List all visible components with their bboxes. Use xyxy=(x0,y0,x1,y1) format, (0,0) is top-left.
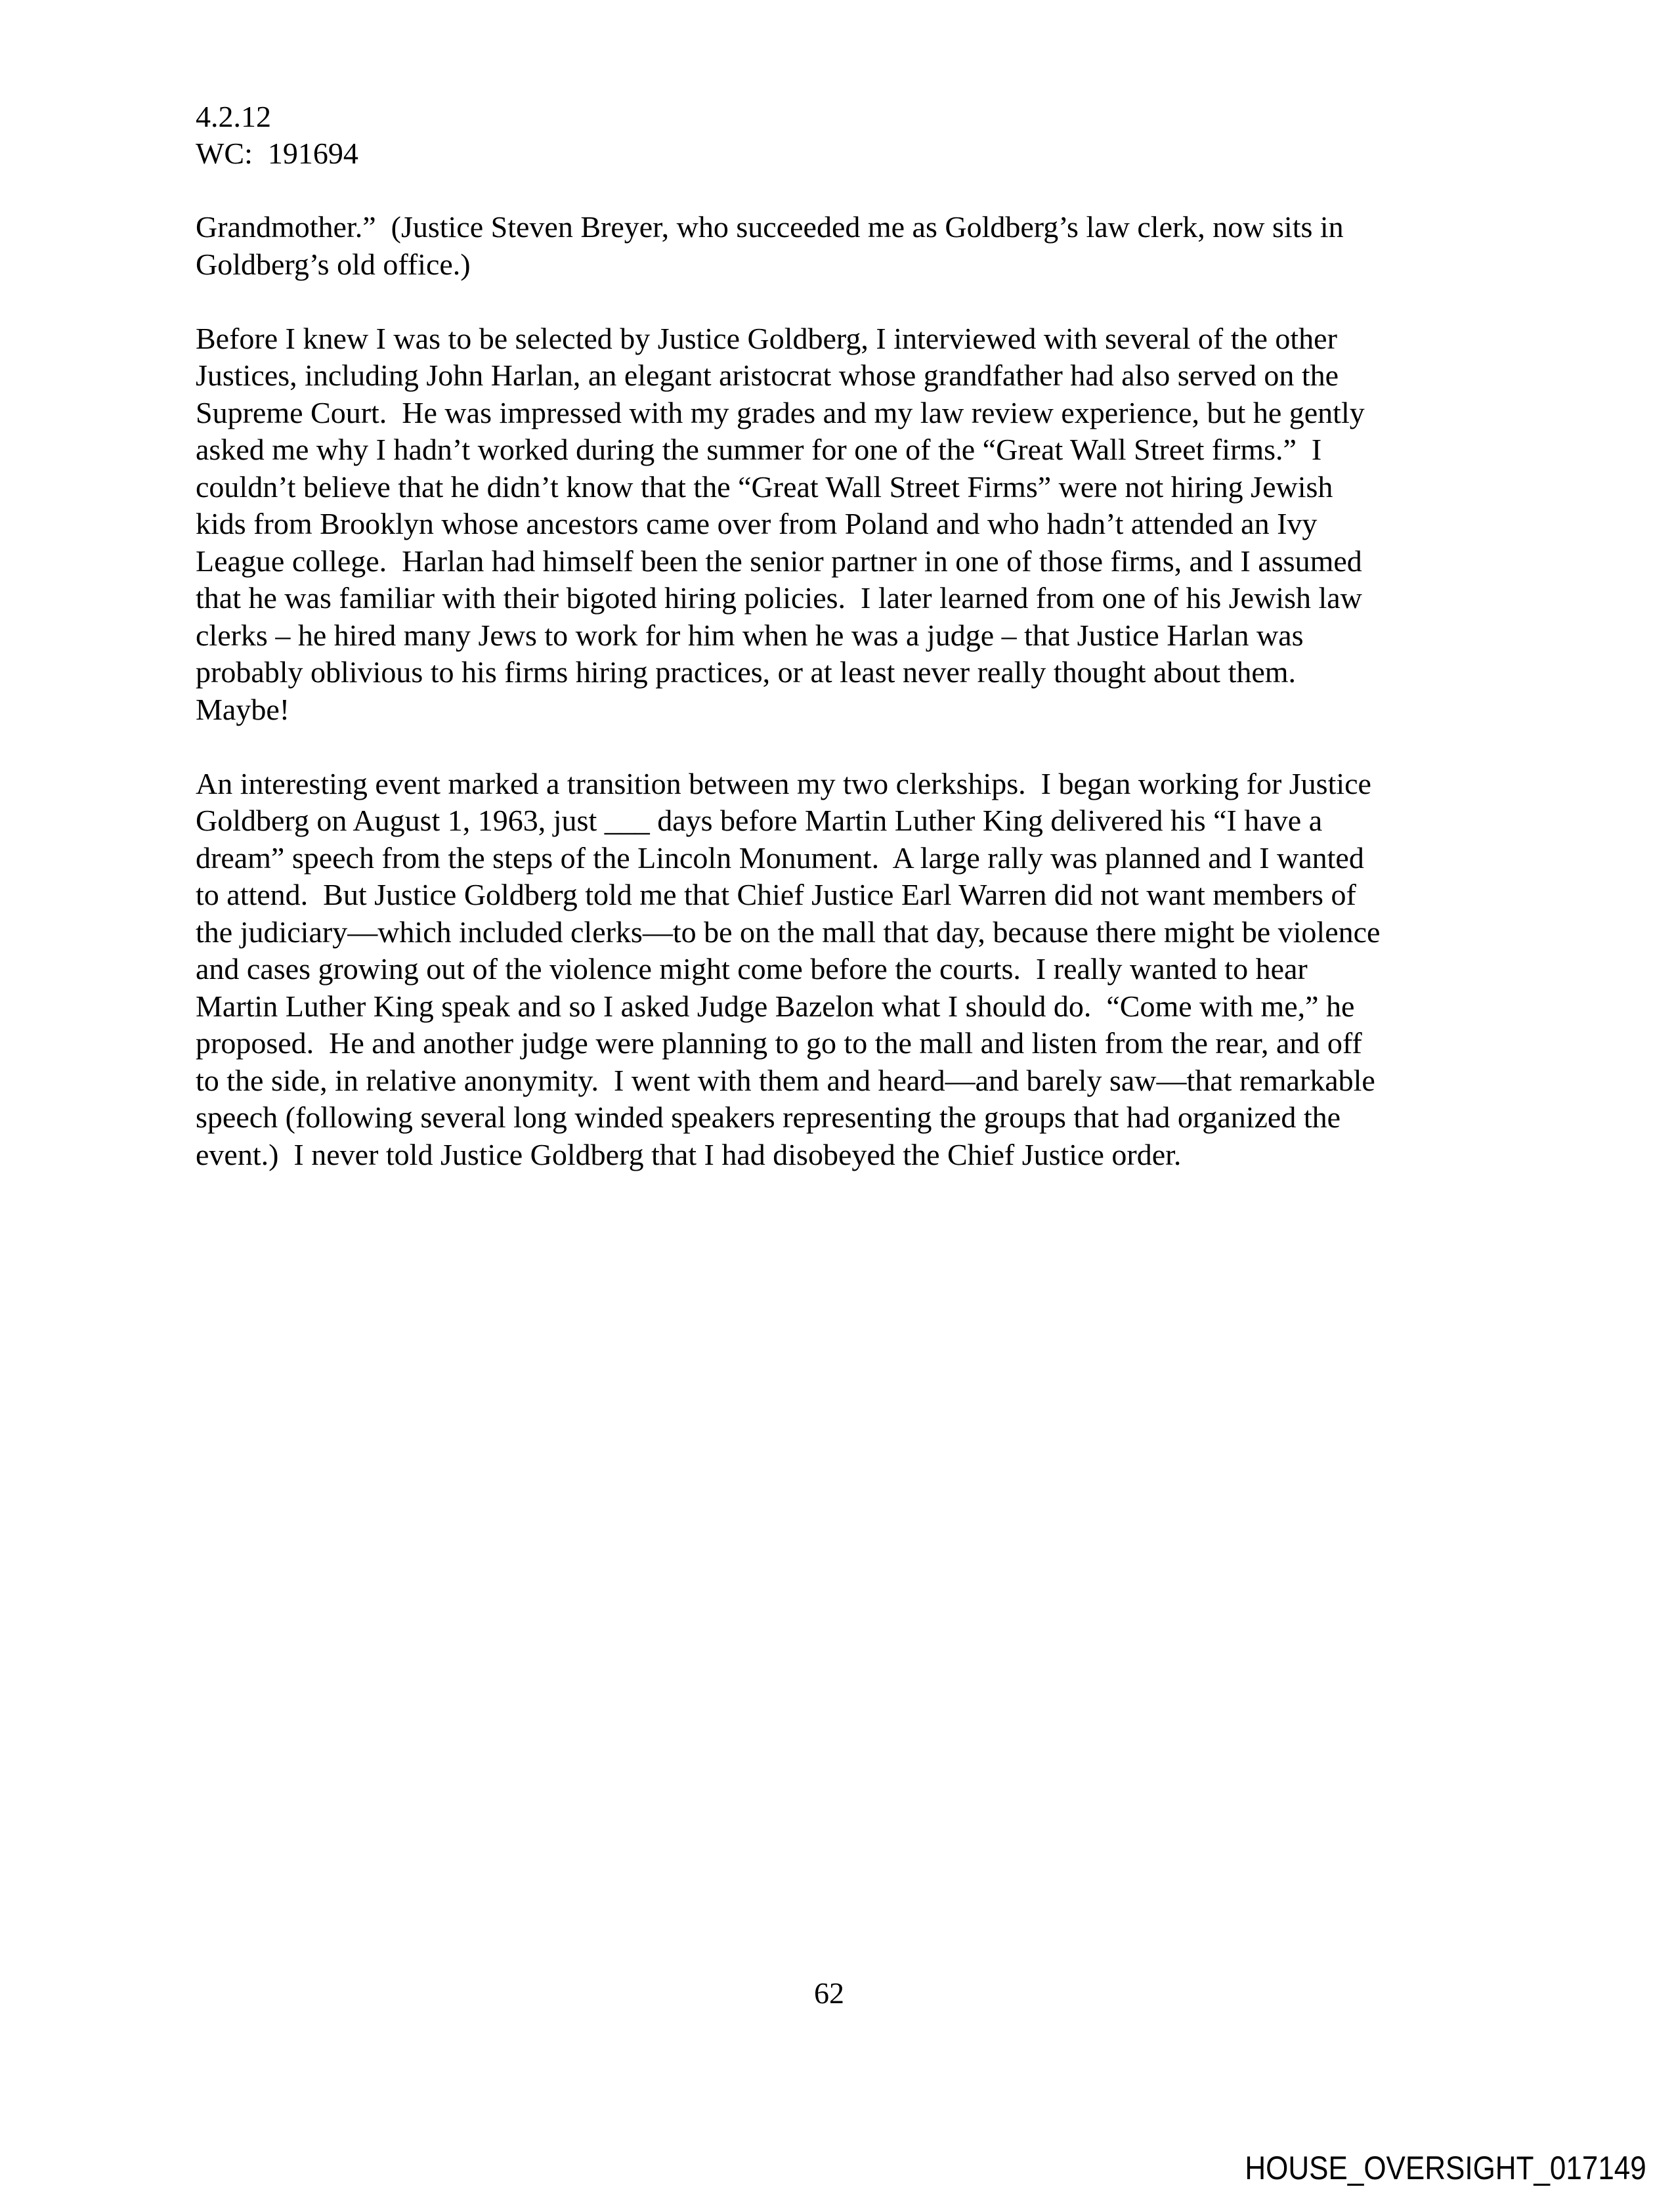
text-line: kids from Brooklyn whose ancestors came over from Poland and who hadn’t attended an Ivy xyxy=(196,507,1318,540)
text-line: Goldberg’s old office.) xyxy=(196,247,471,281)
text-line: event.) I never told Justice Goldberg that I had disobeyed the Chief Justice order. xyxy=(196,1137,1182,1171)
body-text xyxy=(196,209,1482,1211)
text-line: Grandmother.” (Justice Steven Breyer, who succeeded me as Goldberg’s law clerk, now sits in xyxy=(196,210,1344,244)
page-number-text: 62 xyxy=(814,1976,844,2010)
text-line: to attend. But Justice Goldberg told me that Chief Justice Earl Warren did not want members of xyxy=(196,878,1356,911)
page-number xyxy=(0,1975,1674,2012)
text-line: Supreme Court. He was impressed with my grades and my law review experience, but he gently xyxy=(196,395,1365,429)
text-line: Justices, including John Harlan, an elegant aristocrat whose grandfather had also served on the xyxy=(196,358,1339,392)
text-line: to the side, in relative anonymity. I went with them and heard—and barely saw—that remarkable xyxy=(196,1063,1375,1097)
text-line: clerks – he hired many Jews to work for him when he was a judge – that Justice Harlan was xyxy=(196,618,1304,652)
paragraph-mlk-speech xyxy=(196,766,1482,1174)
text-line: Maybe! xyxy=(196,692,290,726)
text-line: proposed. He and another judge were planning to go to the mall and listen from the rear, and off xyxy=(196,1026,1362,1060)
text-line: dream” speech from the steps of the Lincoln Monument. A large rally was planned and I wanted xyxy=(196,840,1364,875)
paragraph-breyer xyxy=(196,209,1482,283)
text-line: and cases growing out of the violence might come before the courts. I really wanted to hear xyxy=(196,952,1308,986)
text-line: asked me why I hadn’t worked during the summer for one of the “Great Wall Street firms.” I xyxy=(196,433,1322,466)
bates-stamp: HOUSE_OVERSIGHT_017149 xyxy=(1245,2150,1646,2186)
text-line: speech (following several long winded speakers representing the groups that had organized the xyxy=(196,1100,1341,1134)
text-line: Goldberg on August 1, 1963, just ___ days before Martin Luther King delivered his “I have a xyxy=(196,804,1323,837)
document-header xyxy=(196,98,358,172)
text-line: Martin Luther King speak and so I asked Judge Bazelon what I should do. “Come with me,” he xyxy=(196,989,1355,1023)
paragraph-harlan xyxy=(196,320,1482,729)
text-line: An interesting event marked a transition between my two clerkships. I began working for Justice xyxy=(196,766,1371,800)
text-line: the judiciary—which included clerks—to be on the mall that day, because there might be violence xyxy=(196,915,1381,949)
text-line: Before I knew I was to be selected by Justice Goldberg, I interviewed with several of the other xyxy=(196,321,1337,355)
text-line: League college. Harlan had himself been the senior partner in one of those firms, and I assumed xyxy=(196,544,1362,578)
header-date: 4.2.12 xyxy=(196,100,271,133)
text-line: probably oblivious to his firms hiring practices, or at least never really thought about them. xyxy=(196,655,1297,689)
header-word-count: WC: 191694 xyxy=(196,137,358,170)
text-line: couldn’t believe that he didn’t know that the “Great Wall Street Firms” were not hiring Jewish xyxy=(196,469,1333,504)
text-line: that he was familiar with their bigoted hiring policies. I later learned from one of his Jewish law xyxy=(196,581,1362,615)
